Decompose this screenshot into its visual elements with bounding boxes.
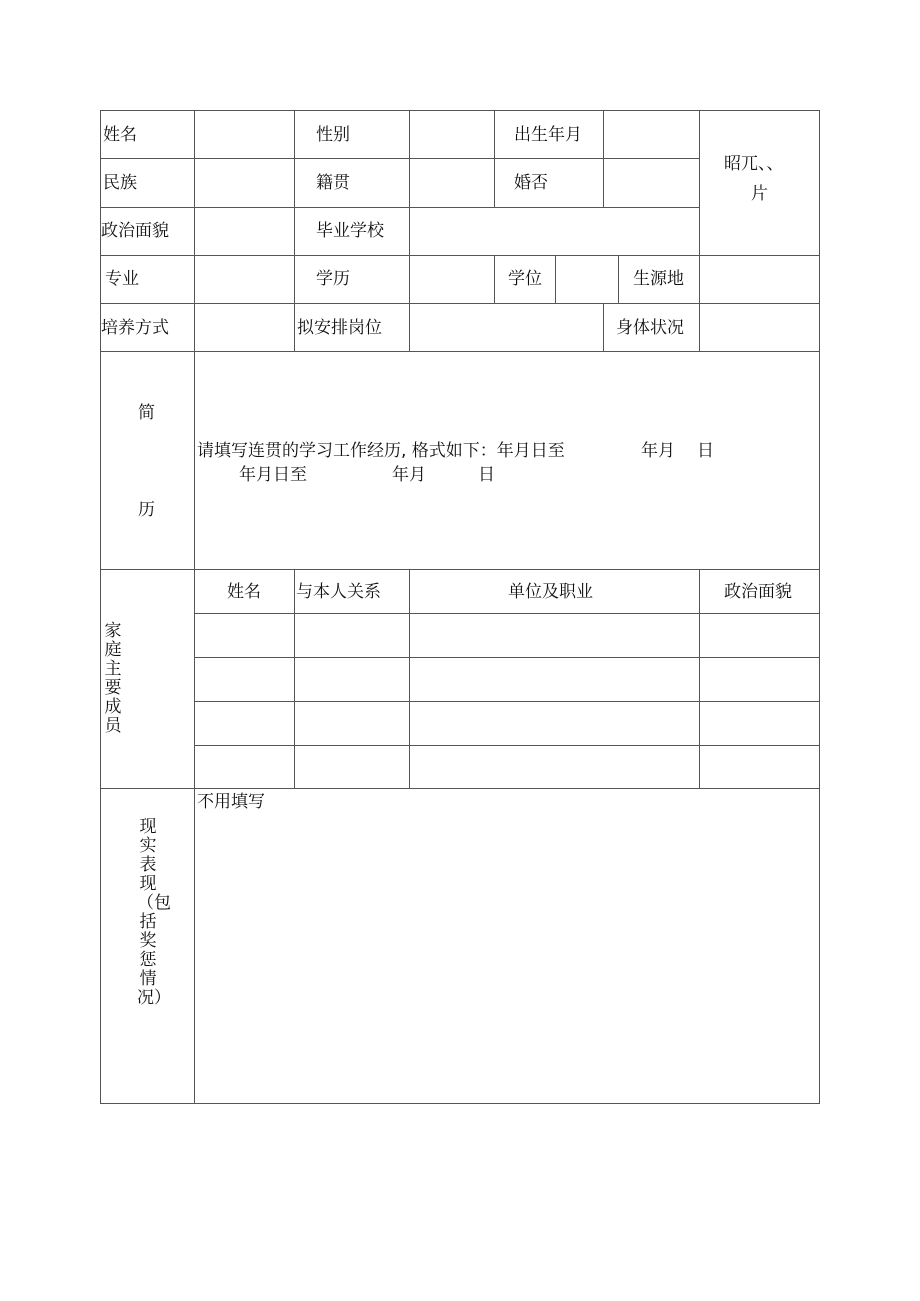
- school-label: 毕业学校: [316, 221, 384, 241]
- family-cell[interactable]: [195, 658, 294, 701]
- resume-hint-line1-month: 年月: [641, 441, 675, 461]
- photo-label-line1: 昭兀、、: [724, 154, 784, 174]
- family-cell[interactable]: [295, 614, 409, 657]
- health-label: 身体状况: [616, 318, 684, 338]
- resume-hint-line2-day: 日: [478, 465, 495, 485]
- border-left: [100, 110, 101, 1104]
- family-cell[interactable]: [700, 614, 819, 657]
- border-bottom: [100, 1103, 820, 1104]
- ethnicity-label: 民族: [103, 173, 137, 193]
- native-place-field[interactable]: [410, 159, 494, 207]
- family-cell[interactable]: [295, 746, 409, 788]
- family-cell[interactable]: [295, 658, 409, 701]
- training-mode-field[interactable]: [195, 304, 294, 351]
- education-label: 学历: [316, 269, 350, 289]
- photo-label-line2: 片: [751, 184, 768, 204]
- marital-label: 婚否: [514, 173, 548, 193]
- performance-side-label: 现实表现（包括奖惩情况）: [137, 817, 171, 1008]
- degree-label: 学位: [508, 269, 542, 289]
- resume-hint-line2-from: 年月日至: [239, 465, 307, 485]
- family-cell[interactable]: [700, 658, 819, 701]
- origin-label: 生源地: [633, 269, 684, 289]
- ethnicity-field[interactable]: [195, 159, 294, 207]
- resume-label-top: 简: [138, 403, 155, 423]
- birth-field[interactable]: [604, 111, 699, 158]
- planned-post-label: 拟安排岗位: [297, 318, 382, 338]
- marital-field[interactable]: [604, 159, 699, 207]
- photo-box[interactable]: [700, 111, 819, 255]
- family-cell[interactable]: [700, 746, 819, 788]
- family-cell[interactable]: [195, 614, 294, 657]
- family-cell[interactable]: [410, 746, 699, 788]
- col-line: [494, 110, 495, 208]
- performance-field[interactable]: [195, 789, 819, 1103]
- political-status-label: 政治面貌: [101, 221, 169, 241]
- planned-post-field[interactable]: [410, 304, 603, 351]
- birth-label: 出生年月: [514, 125, 582, 145]
- border-right: [819, 110, 820, 1104]
- name-label: 姓名: [103, 125, 137, 145]
- col-line: [494, 255, 495, 304]
- family-cell[interactable]: [195, 746, 294, 788]
- name-field[interactable]: [195, 111, 294, 158]
- col-line: [294, 110, 295, 352]
- family-header-political: 政治面貌: [724, 582, 792, 602]
- resume-label-bottom: 历: [138, 500, 155, 520]
- family-cell[interactable]: [410, 702, 699, 745]
- degree-field[interactable]: [556, 256, 618, 303]
- family-header-name: 姓名: [227, 582, 261, 602]
- family-cell[interactable]: [295, 702, 409, 745]
- major-field[interactable]: [195, 256, 294, 303]
- education-field[interactable]: [410, 256, 494, 303]
- school-field[interactable]: [410, 208, 699, 255]
- gender-label: 性别: [316, 125, 350, 145]
- family-side-label: 家庭主要成员: [104, 621, 122, 736]
- family-header-employer: 单位及职业: [508, 582, 593, 602]
- family-cell[interactable]: [410, 658, 699, 701]
- native-place-label: 籍贯: [316, 173, 350, 193]
- family-cell[interactable]: [410, 614, 699, 657]
- col-line: [618, 255, 619, 304]
- resume-hint-line2-month: 年月: [392, 465, 426, 485]
- col-line: [603, 303, 604, 352]
- resume-hint-line1: 请填写连贯的学习工作经历, 格式如下：年月日至: [197, 441, 565, 461]
- major-label: 专业: [105, 269, 139, 289]
- resume-hint-line1-day: 日: [697, 441, 714, 461]
- origin-field[interactable]: [700, 256, 819, 303]
- row-line: [100, 569, 820, 570]
- family-cell[interactable]: [195, 702, 294, 745]
- family-header-relation: 与本人关系: [296, 582, 381, 602]
- gender-field[interactable]: [410, 111, 494, 158]
- health-field[interactable]: [700, 304, 819, 351]
- training-mode-label: 培养方式: [101, 318, 169, 338]
- family-cell[interactable]: [700, 702, 819, 745]
- performance-content: 不用填写: [197, 792, 265, 812]
- political-status-field[interactable]: [195, 208, 294, 255]
